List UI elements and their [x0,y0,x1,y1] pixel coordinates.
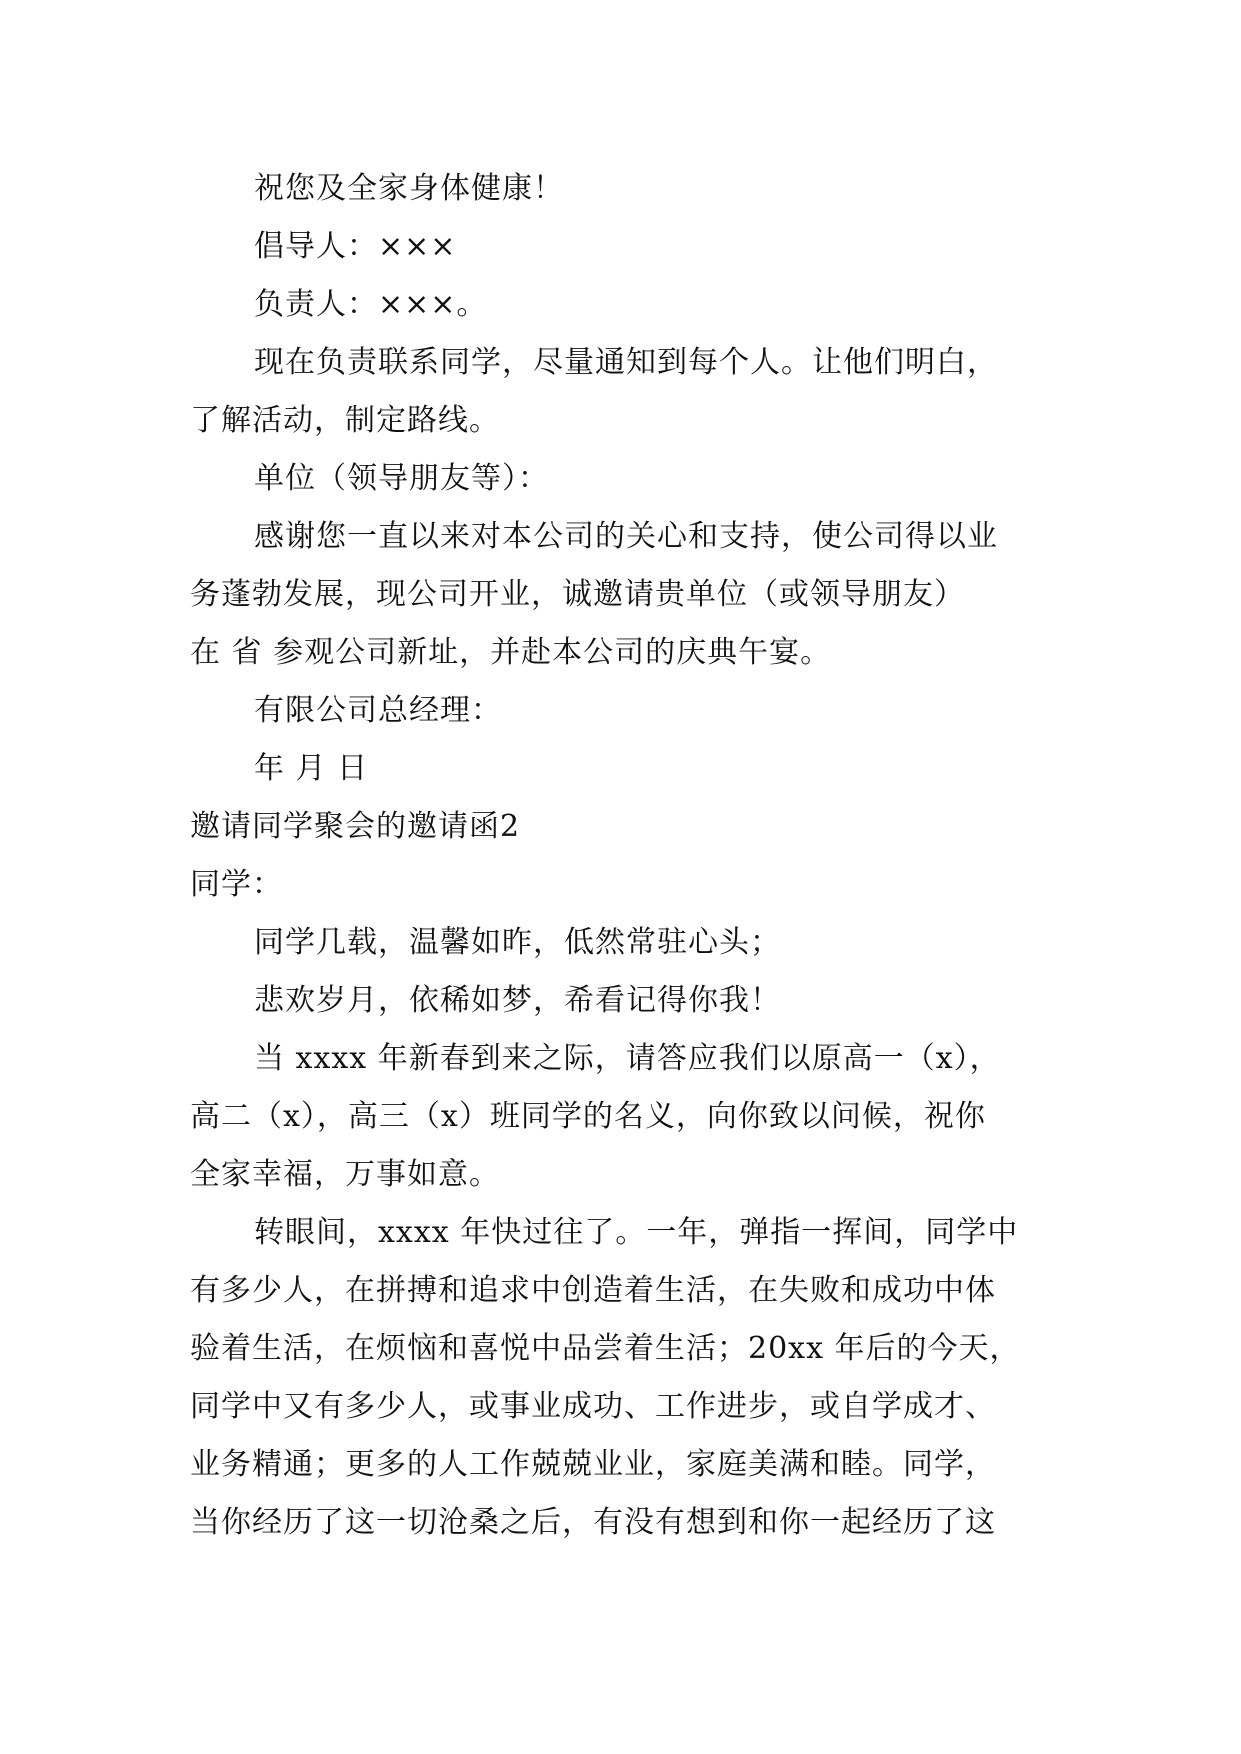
paragraph-line: 年 月 日 [254,751,369,786]
paragraph-line: 同学几载，温馨如昨，低然常驻心头； [254,925,781,960]
paragraph-line: 有多少人，在拼搏和追求中创造着生活，在失败和成功中体 [190,1273,996,1308]
paragraph-line: 转眼间，xxxx 年快过往了。一年，弹指一挥间，同学中 [254,1215,1019,1250]
section-heading: 邀请同学聚会的邀请函2 [190,809,521,844]
document-body [190,160,1050,1552]
paragraph-line: 全家幸福，万事如意。 [190,1157,500,1192]
paragraph-line: 祝您及全家身体健康！ [254,171,564,206]
paragraph-line: 单位（领导朋友等）： [254,461,549,496]
paragraph-line: 在 省 参观公司新址，并赴本公司的庆典午宴。 [190,635,832,670]
paragraph-line: 感谢您一直以来对本公司的关心和支持，使公司得以业 [254,519,998,554]
paragraph-line: 有限公司总经理： [254,693,502,728]
paragraph-line: 同学中又有多少人，或事业成功、工作进步，或自学成才、 [190,1389,996,1424]
paragraph-line: 负责人：×××。 [254,287,488,322]
paragraph-line: 高二（x），高三（x）班同学的名义，向你致以问候，祝你 [190,1099,986,1134]
paragraph-line: 倡导人：××× [254,229,457,264]
paragraph-line: 务蓬勃发展，现公司开业，诚邀请贵单位（或领导朋友） [190,577,965,612]
paragraph-line: 悲欢岁月，依稀如梦，希看记得你我！ [254,983,781,1018]
paragraph-line: 验着生活，在烦恼和喜悦中品尝着生活；20xx 年后的今天， [190,1331,1021,1366]
paragraph-line: 当 xxxx 年新春到来之际，请答应我们以原高一（x）， [254,1041,1001,1076]
paragraph-line: 业务精通；更多的人工作兢兢业业，家庭美满和睦。同学， [190,1447,996,1482]
salutation: 同学： [190,867,283,902]
paragraph-line: 当你经历了这一切沧桑之后，有没有想到和你一起经历了这 [190,1505,996,1540]
paragraph-line: 了解活动，制定路线。 [190,403,500,438]
paragraph-line: 现在负责联系同学，尽量通知到每个人。让他们明白， [254,345,998,380]
